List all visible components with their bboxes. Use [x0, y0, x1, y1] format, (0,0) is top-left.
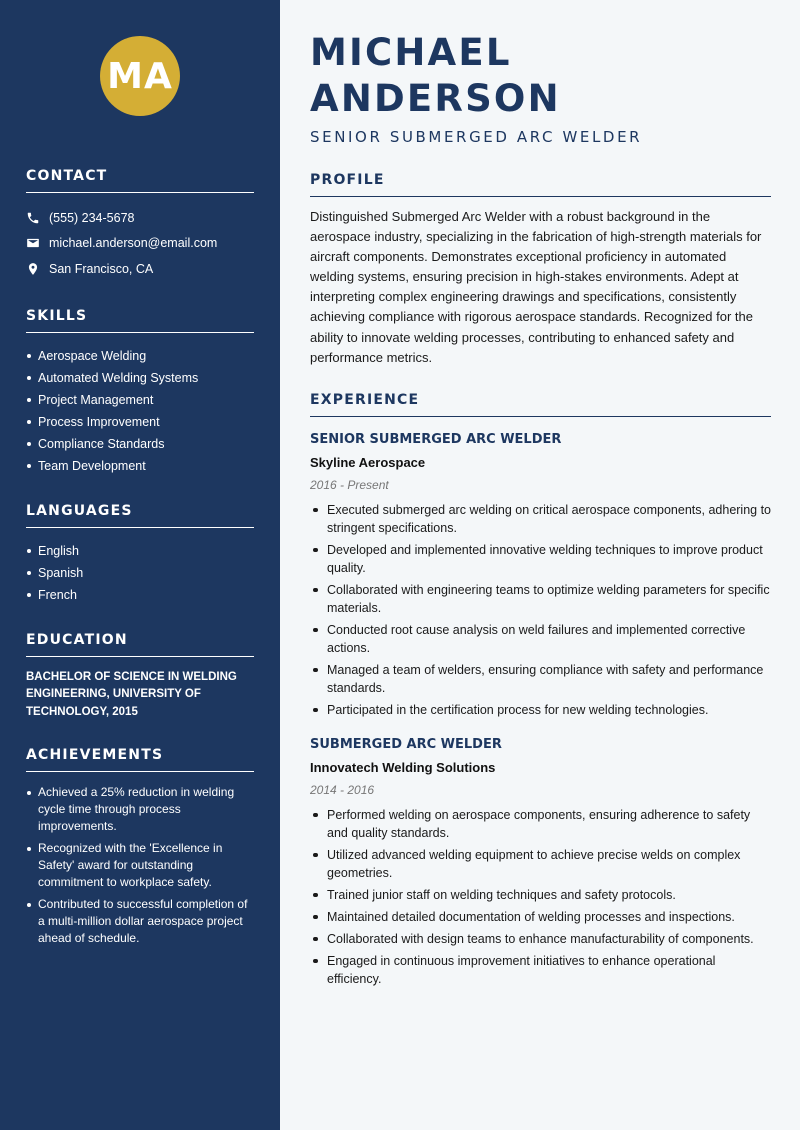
skills-list: [26, 345, 254, 477]
job-company: Innovatech Welding Solutions: [310, 759, 496, 775]
contact-phone-text: (555) 234-5678: [49, 210, 135, 225]
candidate-role: SENIOR SUBMERGED ARC WELDER: [310, 128, 643, 146]
sidebar: [0, 0, 280, 1130]
contact-email: [26, 231, 254, 257]
profile-heading: PROFILE: [310, 172, 771, 197]
achievement-item: Recognized with the 'Excellence in Safety' award for outstanding commitment to workplace safety.: [26, 840, 254, 891]
language-item: English: [26, 540, 254, 562]
achievement-item: Contributed to successful completion of a multi-million dollar aerospace project ahead of schedule.: [26, 896, 254, 947]
job-bullet: Participated in the certification process for new welding technologies.: [310, 701, 771, 719]
skill-item: Automated Welding Systems: [26, 367, 254, 389]
profile-summary: Distinguished Submerged Arc Welder with a robust background in the aerospace industry, specializing in the fabrication of high-strength materials for aircraft components. Demonstrates exceptional proficiency in automated welding systems, ensuring precision in high-stakes environments. Adept at interpreting complex engineering drawings and specifications, consistently achieving compliance with rigorous aerospace standards. Recognized for the ability to innovate welding processes, contributing to enhanced safety and performance metrics.: [310, 209, 762, 365]
job-bullet: Managed a team of welders, ensuring compliance with safety and performance standards.: [310, 661, 771, 697]
job-bullet: Performed welding on aerospace components, ensuring adherence to safety and quality standards.: [310, 806, 771, 842]
contact-phone: [26, 205, 254, 231]
job-dates: 2014 - 2016: [310, 782, 375, 797]
languages-heading: LANGUAGES: [26, 503, 254, 528]
job-bullet: Executed submerged arc welding on critical aerospace components, adhering to stringent specifications.: [310, 501, 771, 537]
education-heading: EDUCATION: [26, 632, 254, 657]
candidate-name: MICHAEL ANDERSON: [310, 31, 561, 120]
email-icon: [26, 236, 40, 250]
languages-section: [26, 503, 254, 606]
sidebar-sections: [26, 168, 254, 973]
job-bullet: Conducted root cause analysis on weld failures and implemented corrective actions.: [310, 621, 771, 657]
skill-item: Process Improvement: [26, 411, 254, 433]
job-company: Skyline Aerospace: [310, 454, 426, 470]
language-item: French: [26, 584, 254, 606]
education-degree: BACHELOR OF SCIENCE IN WELDING ENGINEERING, UNIVERSITY OF TECHNOLOGY, 2015: [26, 670, 237, 718]
job-dates: 2016 - Present: [310, 477, 389, 492]
job-bullets: [310, 501, 771, 719]
location-pin-icon: [26, 262, 40, 276]
achievements-list: [26, 784, 254, 947]
phone-icon: [26, 211, 40, 225]
job-entry: [310, 737, 771, 988]
job-bullet: Developed and implemented innovative welding techniques to improve product quality.: [310, 541, 771, 577]
skill-item: Aerospace Welding: [26, 345, 254, 367]
experience-heading: EXPERIENCE: [310, 392, 771, 417]
main-content: [280, 0, 800, 1130]
skills-heading: SKILLS: [26, 308, 254, 333]
contact-section: [26, 168, 254, 282]
achievement-item: Achieved a 25% reduction in welding cycle time through process improvements.: [26, 784, 254, 835]
job-bullet: Collaborated with engineering teams to optimize welding parameters for specific materials.: [310, 581, 771, 617]
contact-location: [26, 256, 254, 282]
contact-email-text: michael.anderson@email.com: [49, 236, 218, 251]
job-bullet: Collaborated with design teams to enhance manufacturability of components.: [310, 930, 771, 948]
initials-avatar: MA: [100, 36, 180, 116]
job-bullets: [310, 806, 771, 988]
skill-item: Compliance Standards: [26, 433, 254, 455]
education-section: [26, 632, 254, 722]
job-bullet: Maintained detailed documentation of welding processes and inspections.: [310, 908, 771, 926]
job-entry: [310, 432, 771, 719]
achievements-section: [26, 747, 254, 947]
job-bullet: Utilized advanced welding equipment to achieve precise welds on complex geometries.: [310, 846, 771, 882]
job-bullet: Engaged in continuous improvement initiatives to enhance operational efficiency.: [310, 952, 771, 988]
experience-section: [310, 392, 771, 988]
skill-item: Team Development: [26, 455, 254, 477]
languages-list: [26, 540, 254, 606]
profile-section: [310, 172, 771, 368]
skill-item: Project Management: [26, 389, 254, 411]
language-item: Spanish: [26, 562, 254, 584]
contact-location-text: San Francisco, CA: [49, 261, 154, 276]
job-title: SENIOR SUBMERGED ARC WELDER: [310, 431, 562, 447]
achievements-heading: ACHIEVEMENTS: [26, 747, 254, 772]
job-bullet: Trained junior staff on welding techniques and safety protocols.: [310, 886, 771, 904]
contact-heading: CONTACT: [26, 168, 254, 193]
job-title: SUBMERGED ARC WELDER: [310, 736, 502, 752]
skills-section: [26, 308, 254, 477]
